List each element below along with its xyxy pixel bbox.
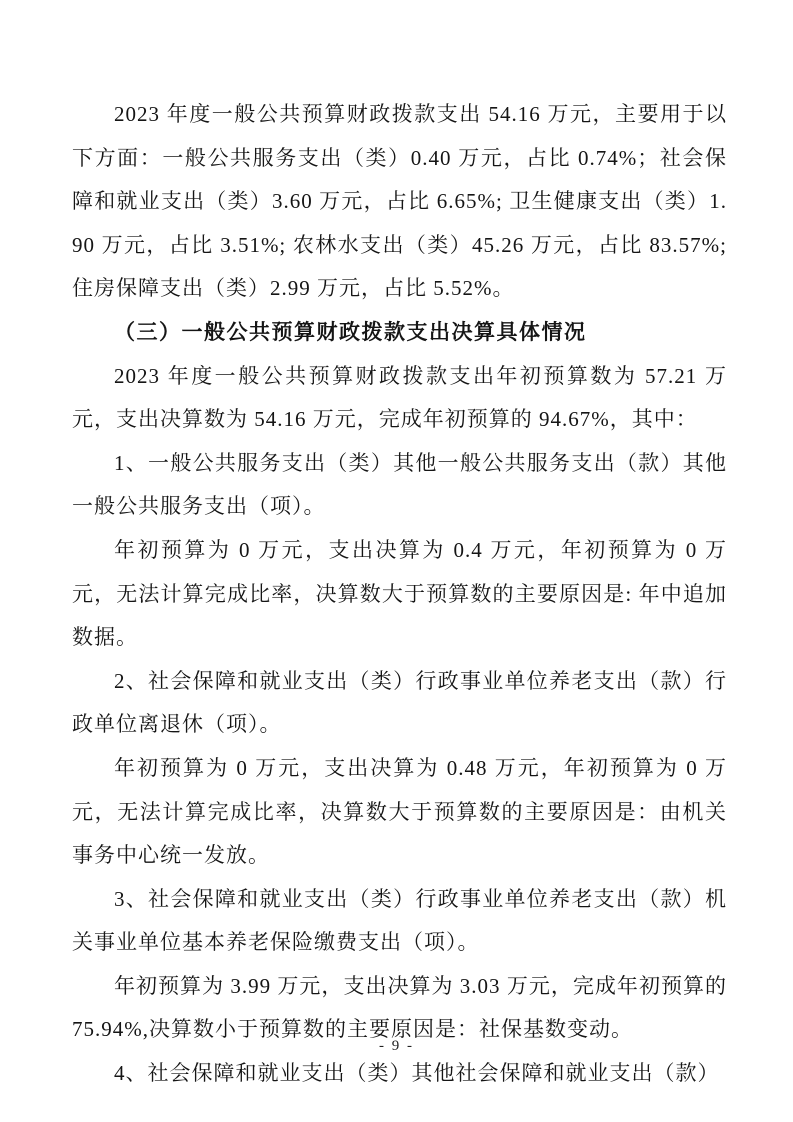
item-3-title: 3、社会保障和就业支出（类）行政事业单位养老支出（款）机关事业单位基本养老保险缴费支出（项）。 — [72, 886, 727, 955]
item-1-detail: 年初预算为 0 万元，支出决算为 0.4 万元，年初预算为 0 万元，无法计算完成比率，决算数大于预算数的主要原因是: 年中追加数据。 — [72, 537, 727, 650]
paragraph-expenditure-overview: 2023 年度一般公共预算财政拨款支出 54.16 万元，主要用于以下方面：一般公共服务支出（类）0.40 万元，占比 0.74%；社会保障和就业支出（类）3.60 万元，占比 6.65%; 卫生健康支出（类）1.90 万元，占比 3.51%; 农林水支出（类）45.26 万元，占比 83.57%; 住房保障支出（类）2.99 万元，占比 5.52%。 — [72, 102, 727, 301]
item-3-detail: 年初预算为 3.99 万元，支出决算为 3.03 万元，完成年初预算的 75.94%,决算数小于预算数的主要原因是：社保基数变动。 — [72, 973, 727, 1042]
page-number: - 9 - — [379, 1038, 414, 1054]
item-2-title: 2、社会保障和就业支出（类）行政事业单位养老支出（款）行政单位离退休（项）。 — [72, 668, 727, 737]
section-heading: （三）一般公共预算财政拨款支出决算具体情况 — [114, 320, 587, 344]
paragraph-budget-summary: 2023 年度一般公共预算财政拨款支出年初预算数为 57.21 万元，支出决算数为 54.16 万元，完成年初预算的 94.67%，其中： — [72, 363, 727, 432]
item-2-detail: 年初预算为 0 万元，支出决算为 0.48 万元，年初预算为 0 万元，无法计算完成比率，决算数大于预算数的主要原因是：由机关事务中心统一发放。 — [72, 755, 727, 868]
item-4-title: 4、社会保障和就业支出（类）其他社会保障和就业支出（款） — [114, 1061, 720, 1086]
document-body — [72, 93, 727, 1096]
item-1-title: 1、一般公共服务支出（类）其他一般公共服务支出（款）其他一般公共服务支出（项）。 — [72, 450, 727, 519]
